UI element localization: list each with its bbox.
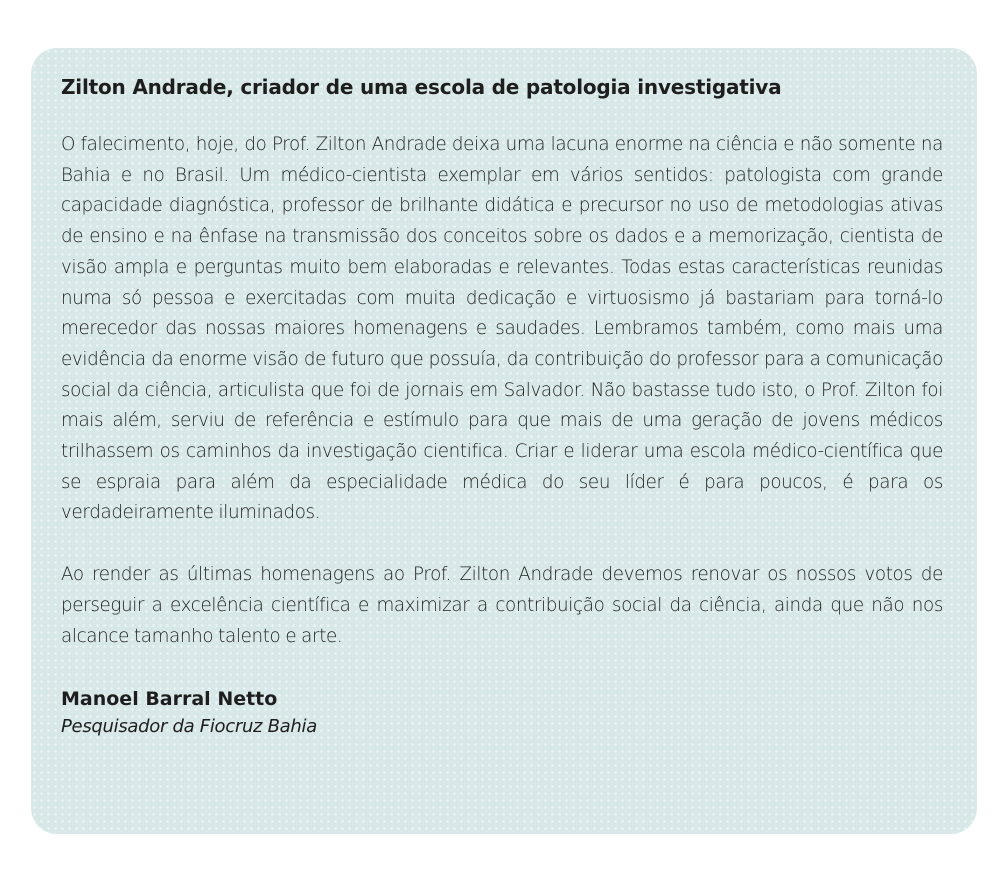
- author-role: Pesquisador da Fiocruz Bahia: [61, 716, 317, 738]
- article-paragraph-2: Ao render as últimas homenagens ao Prof. Zilton Andrade devemos renovar os nossos votos de perseguir a excelência científica e maximizar a contribuição social da ciência, ainda que não nos alcance tamanho talento e arte.: [61, 564, 943, 647]
- article-card: [31, 48, 977, 834]
- author-name: Manoel Barral Netto: [61, 688, 278, 711]
- article-paragraph-1: O falecimento, hoje, do Prof. Zilton Andrade deixa uma lacuna enorme na ciência e não somente na Bahia e no Brasil. Um médico-cientista exemplar em vários sentidos: patologista com grande capacidade diagnóstica, professor de brilhante didática e precursor no uso de metodologias ativas de ensino e na ênfase na transmissão dos conceitos sobre os dados e a memorização, cientista de visão ampla e perguntas muito bem elaboradas e relevantes. Todas estas características reunidas numa só pessoa e exercitadas com muita dedicação e virtuosismo já bastariam para torná-lo merecedor das nossas maiores homenagens e saudades. Lembramos também, como mais uma evidência da enorme visão de futuro que possuía, da contribuição do professor para a comunicação social da ciência, articulista que foi de jornais em Salvador. Não bastasse tudo isto, o Prof. Zilton foi mais além, serviu de referência e estímulo para que mais de uma geração de jovens médicos trilhassem os caminhos da investigação cientifica. Criar e liderar uma escola médico-científica que se espraia para além da especialidade médica do seu líder é para poucos, é para os verdadeiramente iluminados.: [61, 134, 943, 524]
- article-title: Zilton Andrade, criador de uma escola de patologia investigativa: [61, 75, 782, 99]
